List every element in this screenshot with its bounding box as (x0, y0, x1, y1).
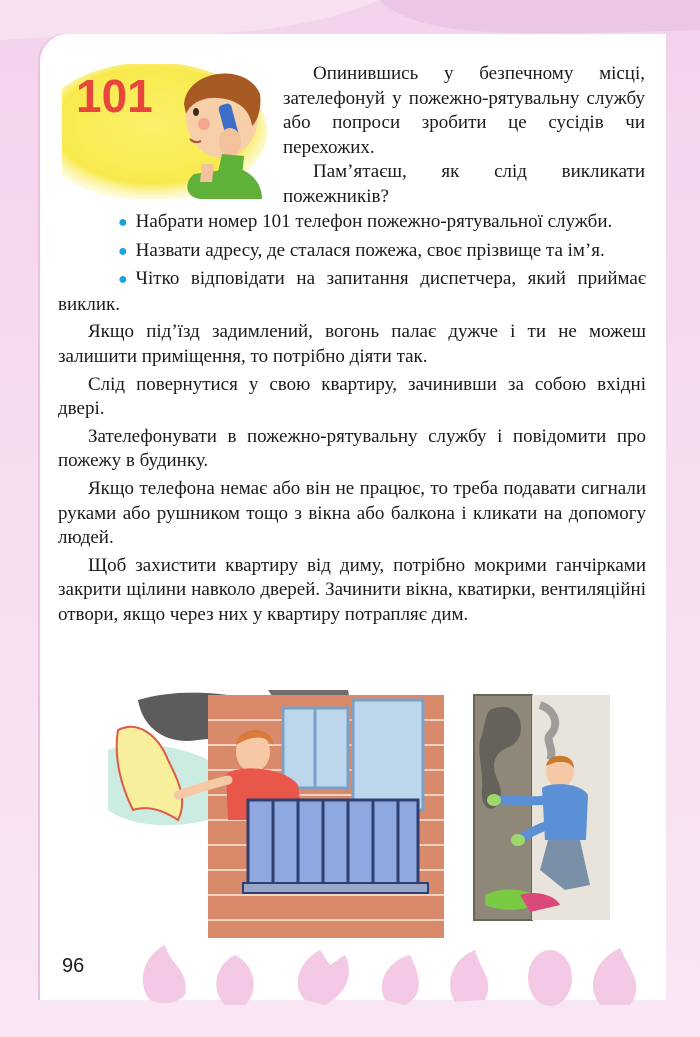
main-text (58, 210, 646, 631)
bullet-dot-icon: ● (118, 214, 128, 231)
bullet-dot-icon: ● (118, 271, 128, 289)
emergency-number-text: 101 (76, 70, 153, 122)
page-number: 96 (62, 955, 85, 977)
paragraph: Щоб захистити квартиру від диму, потрібно мокрими ганчірками закрити щілини навколо дверей. Зачинити вікна, кватирки, вентиляційні отвори, якщо через них у квартиру потрапляє дим. (58, 554, 646, 625)
decorative-leaves (130, 940, 650, 1010)
bullet-item: ● Набрати номер 101 телефон пожежно-рятувальної служби. (58, 210, 646, 236)
paragraph: Слід повернутися у свою квартиру, зачинивши за собою вхідні двері. (58, 373, 646, 420)
bullet-item: ● Назвати адресу, де сталася пожежа, своє прізвище та ім’я. (58, 239, 646, 265)
bullet-item: ● Чітко відповідати на запитання диспетчера, який приймає виклик. (58, 268, 646, 315)
door-sealing-illustration (470, 690, 610, 930)
paragraph: Якщо під’їзд задимлений, вогонь палає дужче і ти не можеш залишити приміщення, то потрібно діяти так. (58, 321, 646, 367)
balcony-signal-illustration (108, 690, 444, 938)
bullet-dot-icon: ● (118, 242, 128, 260)
intro-paragraph-2: Пам’ятаєш, як слід викликати пожежників? (283, 161, 645, 207)
phone-call-illustration (62, 64, 267, 199)
paragraph: Зателефонувати в пожежно-рятувальну службу і повідомити про пожежу в будинку. (58, 425, 646, 472)
paragraph: Якщо телефона немає або він не працює, то треба подавати сигнали руками або рушником тощо з вікна або балкона і кликати на допомогу людей. (58, 477, 646, 549)
intro-text (283, 62, 645, 209)
intro-paragraph-1: Опинившись у безпечному місці, зателефонуй у пожежно-рятувальну службу або попроси зробити це сусідів чи перехожих. (283, 63, 645, 158)
